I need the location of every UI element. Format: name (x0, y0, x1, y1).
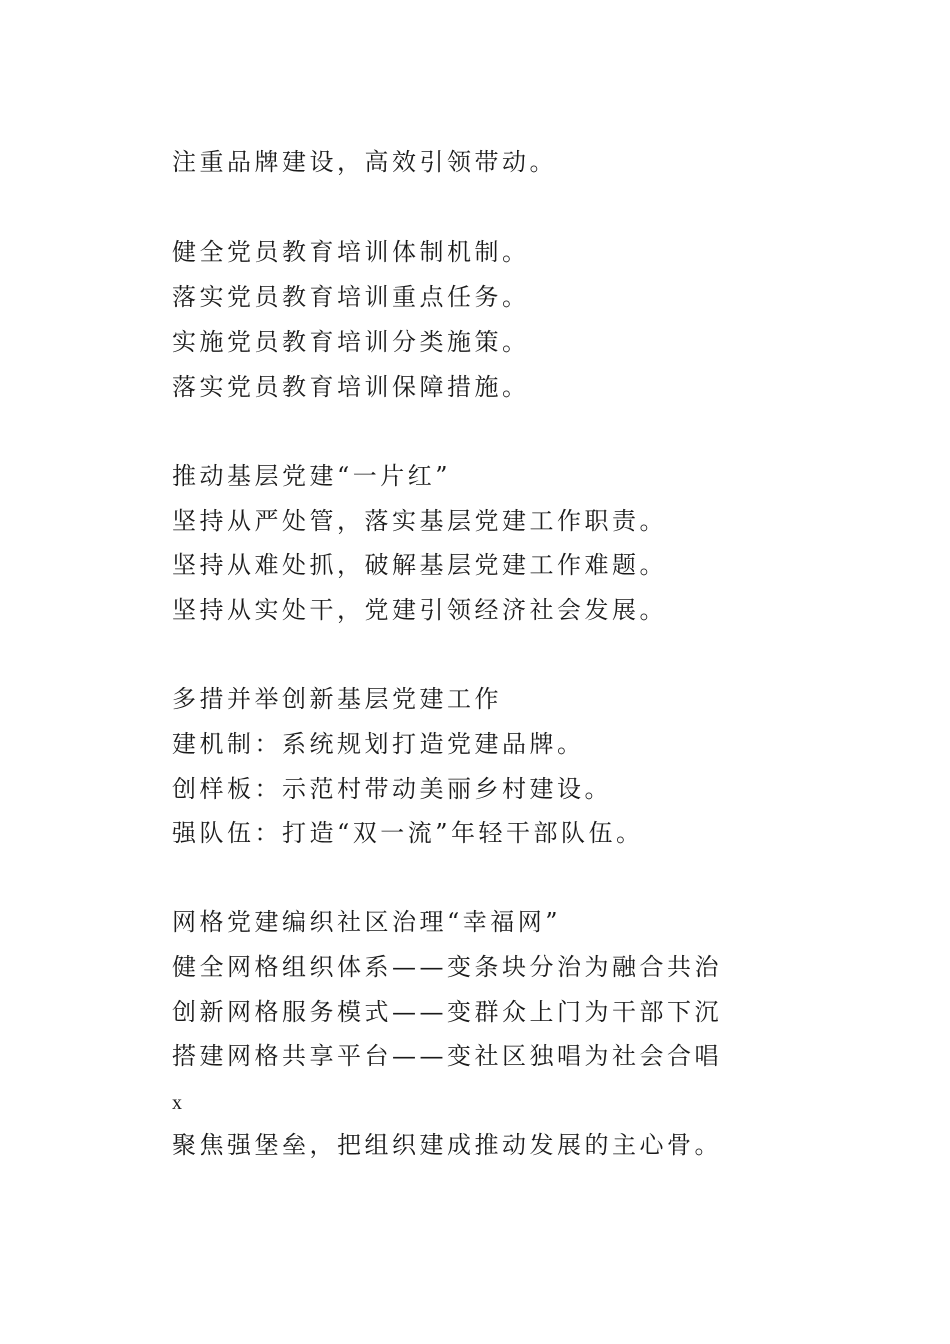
text-line: 创样板：示范村带动美丽乡村建设。 (172, 775, 612, 803)
text-line: 搭建网格共享平台——变社区独唱为社会合唱 (172, 1042, 722, 1070)
text-line: 聚焦强堡垒，把组织建成推动发展的主心骨。 (172, 1131, 722, 1159)
text-line: 健全党员教育培训体制机制。 (172, 238, 530, 266)
text-line: 坚持从实处干，党建引领经济社会发展。 (172, 596, 667, 624)
section-heading: 推动基层党建“一片红” (172, 462, 452, 490)
text-line: 落实党员教育培训保障措施。 (172, 373, 530, 401)
text-line: 实施党员教育培训分类施策。 (172, 328, 530, 356)
text-line: 坚持从严处管，落实基层党建工作职责。 (172, 507, 667, 535)
text-line: 建机制：系统规划打造党建品牌。 (172, 730, 585, 758)
text-line: 坚持从难处抓，破解基层党建工作难题。 (172, 551, 667, 579)
text-line: 强队伍：打造“双一流”年轻干部队伍。 (172, 819, 644, 847)
section-heading: 多措并举创新基层党建工作 (172, 685, 502, 713)
text-line: 落实党员教育培训重点任务。 (172, 283, 530, 311)
text-line: 创新网格服务模式——变群众上门为干部下沉 (172, 998, 722, 1026)
text-line: 注重品牌建设，高效引领带动。 (172, 148, 557, 176)
text-line: 健全网格组织体系——变条块分治为融合共治 (172, 953, 722, 981)
section-heading: 网格党建编织社区治理“幸福网” (172, 908, 562, 936)
stray-mark: x (172, 1092, 182, 1114)
